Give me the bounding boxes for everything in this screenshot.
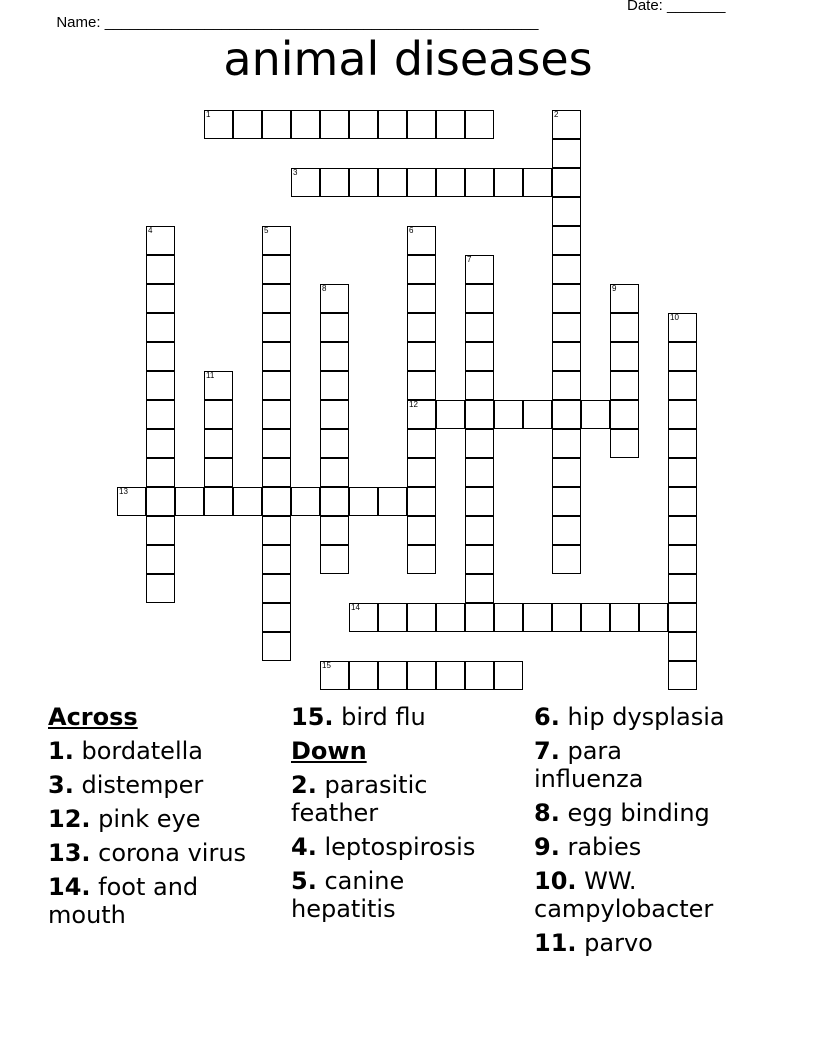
crossword-cell[interactable]: [639, 603, 668, 632]
crossword-cell[interactable]: [407, 545, 436, 574]
crossword-cell[interactable]: [262, 400, 291, 429]
crossword-cell[interactable]: [146, 516, 175, 545]
crossword-cell[interactable]: [610, 371, 639, 400]
clue-down-11: 11. parvo: [534, 929, 653, 957]
crossword-cell[interactable]: [262, 545, 291, 574]
crossword-cell[interactable]: [320, 342, 349, 371]
crossword-cell[interactable]: [668, 661, 697, 690]
crossword-cell[interactable]: [407, 342, 436, 371]
crossword-cell[interactable]: [552, 603, 581, 632]
crossword-cell[interactable]: [465, 545, 494, 574]
crossword-cell[interactable]: [465, 574, 494, 603]
page-title: animal diseases: [223, 32, 593, 86]
crossword-cell[interactable]: [291, 487, 320, 516]
crossword-cell[interactable]: [523, 168, 552, 197]
crossword-cell[interactable]: [465, 487, 494, 516]
crossword-cell[interactable]: [436, 168, 465, 197]
crossword-cell[interactable]: [407, 110, 436, 139]
crossword-cell[interactable]: [494, 400, 523, 429]
clue-across-1: 1. bordatella: [48, 737, 203, 765]
crossword-cell[interactable]: [407, 255, 436, 284]
crossword-cell[interactable]: [204, 429, 233, 458]
crossword-cell[interactable]: [494, 168, 523, 197]
crossword-cell[interactable]: [320, 545, 349, 574]
crossword-cell[interactable]: [262, 516, 291, 545]
crossword-cell[interactable]: [407, 661, 436, 690]
clue-down-7: 7. para influenza: [534, 737, 644, 793]
crossword-cell[interactable]: [262, 458, 291, 487]
crossword-cell[interactable]: [146, 226, 175, 255]
clue-down-4: 4. leptospirosis: [291, 833, 476, 861]
crossword-cell[interactable]: [320, 458, 349, 487]
crossword-cell[interactable]: [610, 342, 639, 371]
crossword-cell[interactable]: [407, 429, 436, 458]
crossword-cell[interactable]: [465, 516, 494, 545]
crossword-cell[interactable]: [146, 458, 175, 487]
crossword-cell[interactable]: [436, 110, 465, 139]
crossword-cell[interactable]: [552, 487, 581, 516]
clue-down-10: 10. WW. campylobacter: [534, 867, 714, 923]
crossword-cell[interactable]: [494, 603, 523, 632]
clue-number-label: 3: [293, 168, 298, 177]
crossword-cell[interactable]: [465, 284, 494, 313]
crossword-cell[interactable]: [262, 632, 291, 661]
clue-across-15: 15. bird flu: [291, 703, 426, 731]
crossword-cell[interactable]: [146, 400, 175, 429]
crossword-cell[interactable]: [610, 313, 639, 342]
crossword-cell[interactable]: [465, 313, 494, 342]
crossword-cell[interactable]: [610, 603, 639, 632]
crossword-cell[interactable]: [465, 661, 494, 690]
crossword-cell[interactable]: [668, 545, 697, 574]
crossword-cell[interactable]: [320, 429, 349, 458]
crossword-cell[interactable]: [204, 400, 233, 429]
crossword-cell[interactable]: [204, 110, 233, 139]
crossword-cell[interactable]: [262, 284, 291, 313]
crossword-cell[interactable]: [146, 342, 175, 371]
crossword-cell[interactable]: [378, 487, 407, 516]
crossword-cell[interactable]: [262, 255, 291, 284]
crossword-cell[interactable]: [146, 429, 175, 458]
crossword-cell[interactable]: [407, 487, 436, 516]
crossword-cell[interactable]: [610, 400, 639, 429]
crossword-cell[interactable]: [436, 661, 465, 690]
crossword-cell[interactable]: [146, 487, 175, 516]
clue-across-3: 3. distemper: [48, 771, 204, 799]
crossword-cell[interactable]: [407, 226, 436, 255]
crossword-cell[interactable]: [320, 487, 349, 516]
crossword-cell[interactable]: [610, 284, 639, 313]
clue-number-label: 8: [322, 284, 327, 293]
clue-number-label: 11: [206, 371, 215, 380]
crossword-cell[interactable]: [320, 284, 349, 313]
clue-number-label: 4: [148, 226, 153, 235]
crossword-cell[interactable]: [552, 516, 581, 545]
clue-across-14: 14. foot and mouth: [48, 873, 199, 929]
date-label: Date: _______: [627, 0, 726, 14]
crossword-cell[interactable]: [436, 603, 465, 632]
crossword-cell[interactable]: [465, 342, 494, 371]
crossword-cell[interactable]: [668, 458, 697, 487]
clue-down-6: 6. hip dysplasia: [534, 703, 725, 731]
clues-column-1: [48, 703, 288, 935]
crossword-cell[interactable]: [552, 545, 581, 574]
clue-down-2: 2. parasitic feather: [291, 771, 428, 827]
crossword-cell[interactable]: [465, 255, 494, 284]
clue-number-label: 6: [409, 226, 414, 235]
crossword-cell[interactable]: [523, 400, 552, 429]
crossword-cell[interactable]: [204, 371, 233, 400]
crossword-cell[interactable]: [581, 400, 610, 429]
crossword-cell[interactable]: [146, 545, 175, 574]
crossword-cell[interactable]: [117, 487, 146, 516]
crossword-cell[interactable]: [146, 574, 175, 603]
clue-number-label: 10: [670, 313, 679, 322]
crossword-cell[interactable]: [349, 168, 378, 197]
crossword-cell[interactable]: [146, 313, 175, 342]
crossword-cell[interactable]: [407, 516, 436, 545]
crossword-cell[interactable]: [262, 487, 291, 516]
clue-across-13: 13. corona virus: [48, 839, 247, 867]
crossword-cell[interactable]: [262, 226, 291, 255]
crossword-cell[interactable]: [146, 284, 175, 313]
crossword-cell[interactable]: [204, 487, 233, 516]
crossword-cell[interactable]: [552, 371, 581, 400]
crossword-cell[interactable]: [262, 429, 291, 458]
crossword-cell[interactable]: [349, 661, 378, 690]
clues-column-2: [291, 703, 531, 929]
crossword-cell[interactable]: [378, 603, 407, 632]
clue-number-label: 15: [322, 661, 331, 670]
clues-column-3: [534, 703, 774, 963]
crossword-cell[interactable]: [378, 661, 407, 690]
crossword-cell[interactable]: [320, 313, 349, 342]
crossword-cell[interactable]: [407, 371, 436, 400]
clue-number-label: 1: [206, 110, 211, 119]
crossword-cell[interactable]: [320, 516, 349, 545]
crossword-cell[interactable]: [262, 371, 291, 400]
clue-down-9: 9. rabies: [534, 833, 642, 861]
crossword-cell[interactable]: [320, 168, 349, 197]
crossword-cell[interactable]: [204, 458, 233, 487]
crossword-cell[interactable]: [262, 574, 291, 603]
crossword-cell[interactable]: [668, 487, 697, 516]
crossword-cell[interactable]: [552, 110, 581, 139]
clue-number-label: 5: [264, 226, 269, 235]
crossword-cell[interactable]: [552, 226, 581, 255]
crossword-cell[interactable]: [552, 458, 581, 487]
crossword-cell[interactable]: [552, 139, 581, 168]
crossword-cell[interactable]: [581, 603, 610, 632]
crossword-cell[interactable]: [552, 400, 581, 429]
crossword-cell[interactable]: [407, 603, 436, 632]
crossword-cell[interactable]: [233, 487, 262, 516]
crossword-cell[interactable]: [465, 110, 494, 139]
clue-number-label: 7: [467, 255, 472, 264]
crossword-cell[interactable]: [552, 429, 581, 458]
crossword-cell[interactable]: [668, 313, 697, 342]
crossword-cell[interactable]: [668, 400, 697, 429]
crossword-cell[interactable]: [262, 110, 291, 139]
crossword-cell[interactable]: [668, 603, 697, 632]
clue-number-label: 13: [119, 487, 128, 496]
crossword-cell[interactable]: [552, 313, 581, 342]
crossword-cell[interactable]: [436, 400, 465, 429]
crossword-cell[interactable]: [552, 168, 581, 197]
crossword-cell[interactable]: [465, 400, 494, 429]
crossword-cell[interactable]: [291, 110, 320, 139]
crossword-cell[interactable]: [465, 458, 494, 487]
crossword-cell[interactable]: [465, 371, 494, 400]
crossword-cell[interactable]: [465, 429, 494, 458]
clue-down-8: 8. egg binding: [534, 799, 710, 827]
down-heading: Down: [291, 737, 367, 765]
clue-down-5: 5. canine hepatitis: [291, 867, 405, 923]
crossword-cell[interactable]: [146, 371, 175, 400]
crossword-cell[interactable]: [291, 168, 320, 197]
crossword-cell[interactable]: [465, 603, 494, 632]
crossword-cell[interactable]: [349, 487, 378, 516]
clue-number-label: 9: [612, 284, 617, 293]
crossword-cell[interactable]: [320, 400, 349, 429]
crossword-cell[interactable]: [262, 342, 291, 371]
crossword-cell[interactable]: [668, 574, 697, 603]
crossword-cell[interactable]: [320, 661, 349, 690]
clue-across-12: 12. pink eye: [48, 805, 201, 833]
across-heading: Across: [48, 703, 138, 731]
clue-number-label: 12: [409, 400, 418, 409]
crossword-cell[interactable]: [233, 110, 262, 139]
crossword-cell[interactable]: [175, 487, 204, 516]
crossword-cell[interactable]: [146, 255, 175, 284]
crossword-cell[interactable]: [552, 197, 581, 226]
crossword-cell[interactable]: [407, 458, 436, 487]
crossword-cell[interactable]: [552, 284, 581, 313]
crossword-cell[interactable]: [610, 429, 639, 458]
crossword-cell[interactable]: [407, 400, 436, 429]
crossword-cell[interactable]: [523, 603, 552, 632]
crossword-cell[interactable]: [349, 603, 378, 632]
crossword-cell[interactable]: [668, 429, 697, 458]
crossword-cell[interactable]: [668, 516, 697, 545]
crossword-cell[interactable]: [262, 603, 291, 632]
crossword-cell[interactable]: [349, 110, 378, 139]
clue-number-label: 2: [554, 110, 559, 119]
crossword-cell[interactable]: [378, 110, 407, 139]
crossword-cell[interactable]: [552, 255, 581, 284]
crossword-cell[interactable]: [668, 632, 697, 661]
crossword-cell[interactable]: [407, 313, 436, 342]
crossword-cell[interactable]: [378, 168, 407, 197]
crossword-cell[interactable]: [262, 313, 291, 342]
crossword-cell[interactable]: [465, 168, 494, 197]
crossword-cell[interactable]: [552, 342, 581, 371]
crossword-cell[interactable]: [320, 110, 349, 139]
crossword-cell[interactable]: [407, 168, 436, 197]
crossword-cell[interactable]: [320, 371, 349, 400]
name-label: Name: ____________________________________________________: [56, 14, 539, 31]
clue-number-label: 14: [351, 603, 360, 612]
crossword-cell[interactable]: [407, 284, 436, 313]
crossword-cell[interactable]: [668, 371, 697, 400]
crossword-cell[interactable]: [494, 661, 523, 690]
crossword-cell[interactable]: [668, 342, 697, 371]
